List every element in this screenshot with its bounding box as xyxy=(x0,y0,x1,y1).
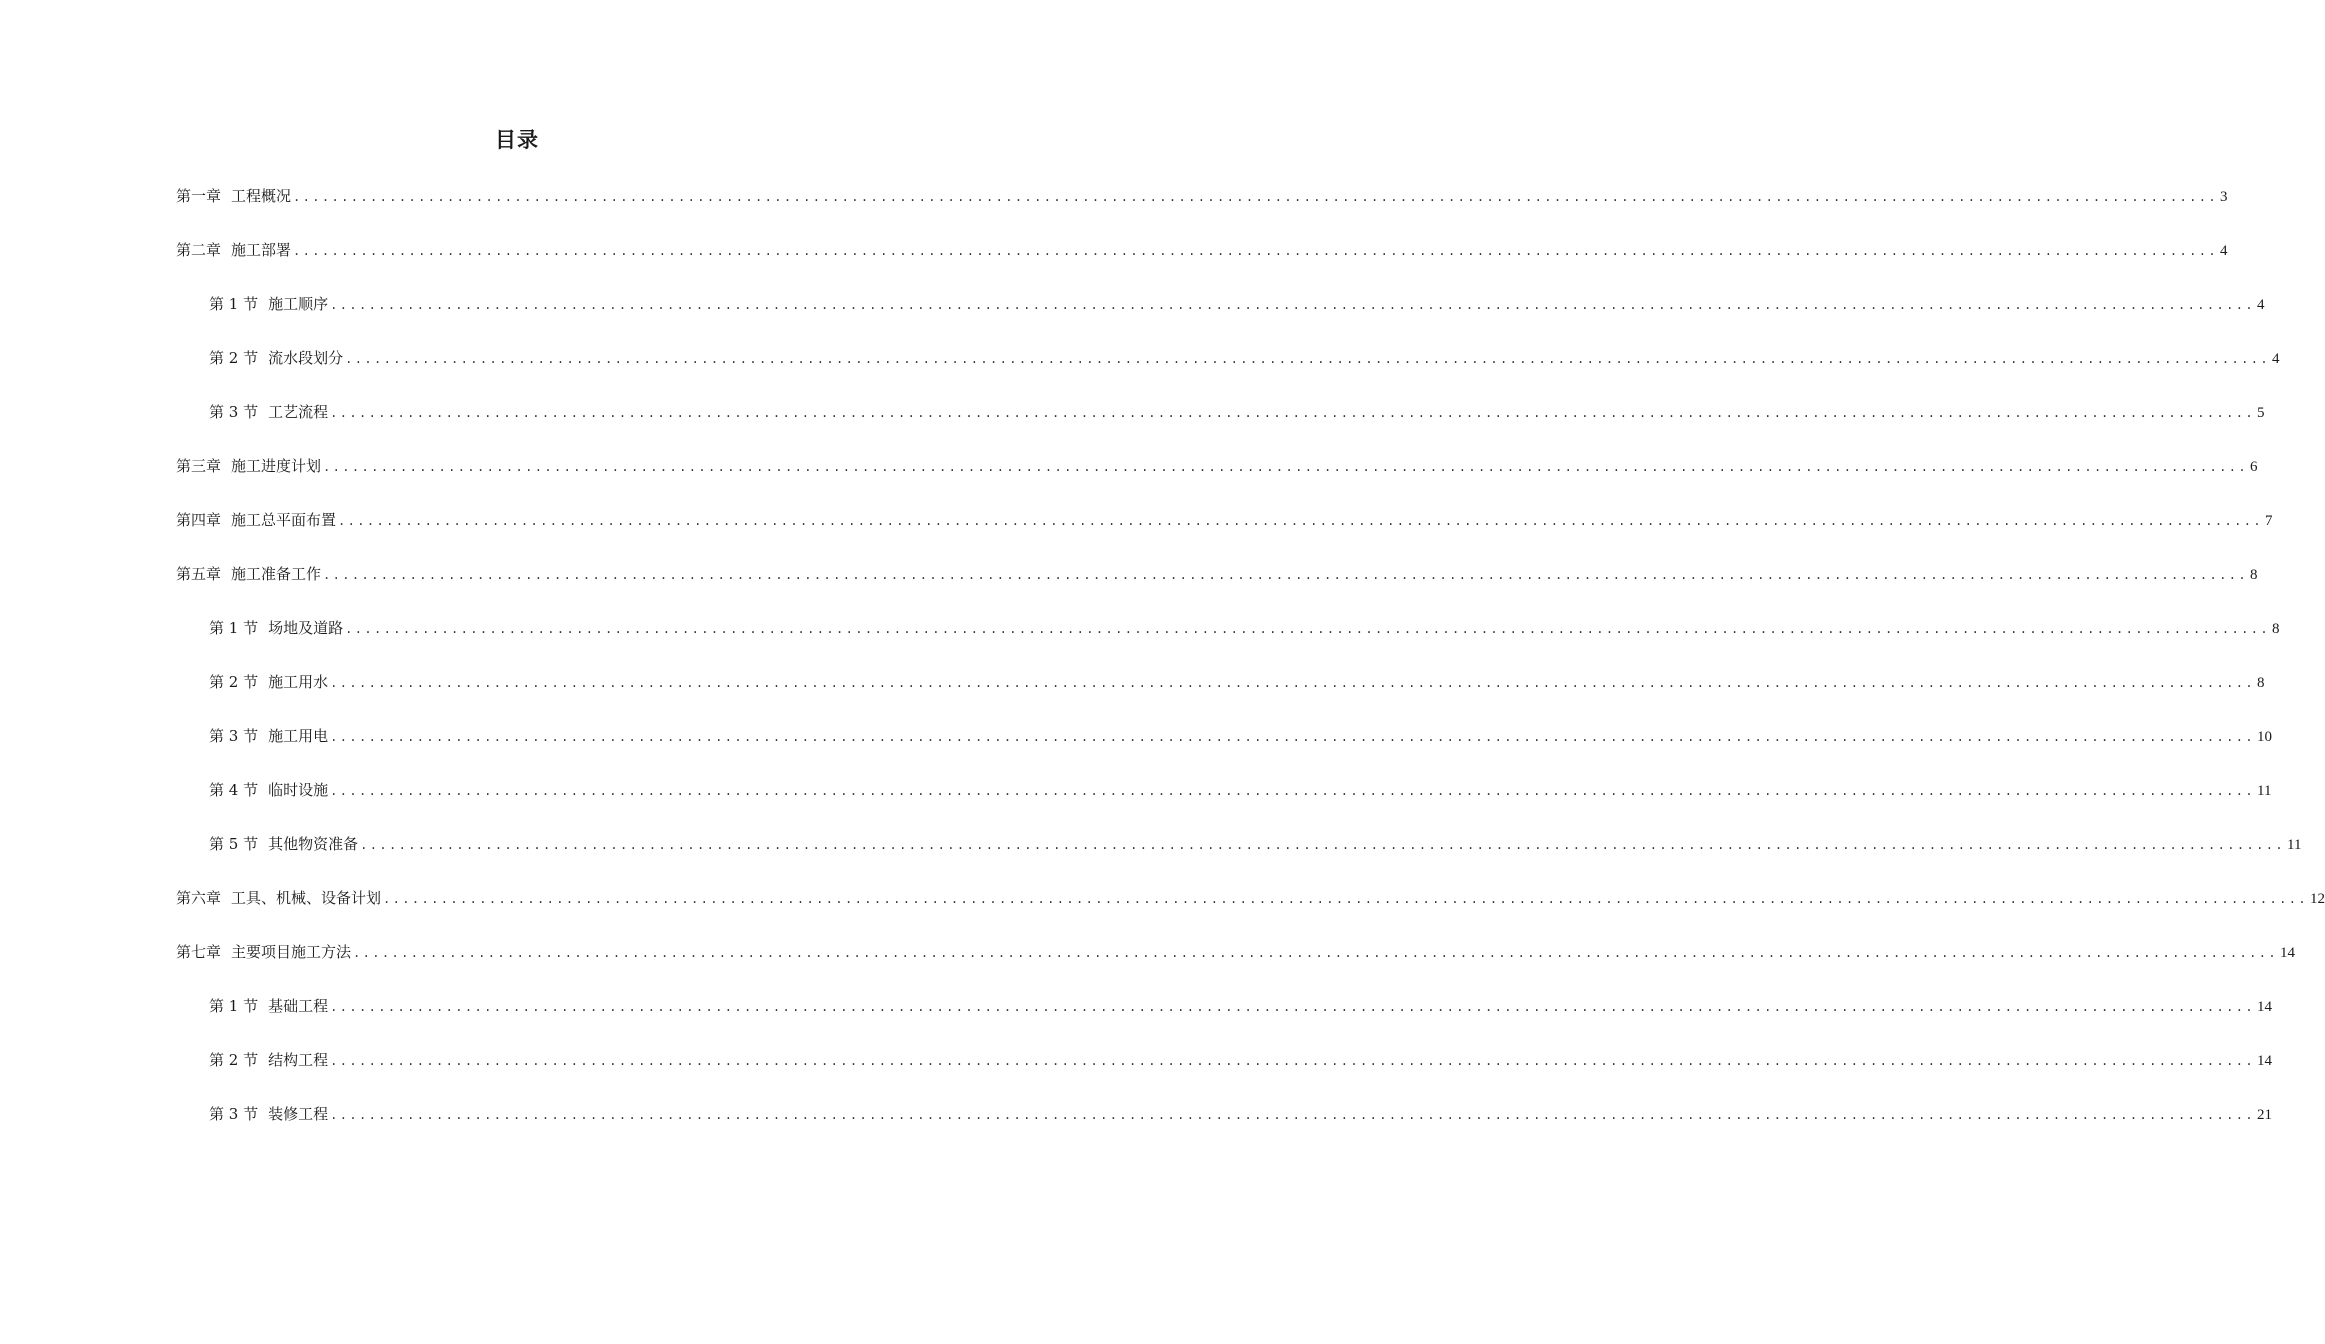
toc-dot-leader: ........................................................................................................................................................................................................ xyxy=(345,352,2271,366)
toc-entry[interactable] xyxy=(176,775,2272,829)
toc-entry[interactable] xyxy=(176,289,2265,343)
toc-dot-leader: ........................................................................................................................................................................................................ xyxy=(360,838,2286,852)
toc-entry-label: 结构工程 xyxy=(268,1051,329,1069)
toc-dot-leader: ........................................................................................................................................................................................................ xyxy=(330,730,2256,744)
toc-entry[interactable] xyxy=(176,1045,2273,1099)
toc-entry-number: 第 3 节 xyxy=(209,403,259,421)
toc-entry-page: 14 xyxy=(2257,999,2273,1015)
toc-entry-label: 工程概况 xyxy=(231,187,292,205)
toc-entry-page: 11 xyxy=(2257,783,2272,799)
toc-entry-page: 5 xyxy=(2257,405,2265,421)
toc-entry-label: 临时设施 xyxy=(268,781,329,799)
toc-entry-page: 14 xyxy=(2279,945,2295,961)
table-of-contents xyxy=(176,181,2325,1153)
toc-entry-number: 第 5 节 xyxy=(209,835,259,853)
toc-entry[interactable] xyxy=(176,613,2280,667)
toc-entry-label: 流水段划分 xyxy=(268,349,344,367)
toc-entry-label: 施工进度计划 xyxy=(231,457,322,475)
toc-entry[interactable] xyxy=(176,235,2228,289)
toc-entry[interactable] xyxy=(176,721,2273,775)
toc-entry[interactable] xyxy=(176,937,2295,991)
toc-dot-leader: ........................................................................................................................................................................................................ xyxy=(383,892,2308,906)
toc-entry-number: 第 1 节 xyxy=(209,997,259,1015)
toc-entry-label: 场地及道路 xyxy=(268,619,344,637)
toc-title: 目录 xyxy=(495,128,539,152)
toc-dot-leader: ........................................................................................................................................................................................................ xyxy=(338,514,2263,528)
toc-entry[interactable] xyxy=(176,991,2273,1045)
toc-entry-label: 工具、机械、设备计划 xyxy=(231,889,382,907)
toc-entry[interactable] xyxy=(176,343,2280,397)
toc-dot-leader: ........................................................................................................................................................................................................ xyxy=(293,244,2218,258)
toc-entry[interactable] xyxy=(176,505,2273,559)
toc-entry-number: 第二章 xyxy=(176,241,222,259)
toc-entry[interactable] xyxy=(176,1099,2273,1153)
toc-entry-number: 第 2 节 xyxy=(209,349,259,367)
toc-dot-leader: ........................................................................................................................................................................................................ xyxy=(323,460,2248,474)
toc-dot-leader: ........................................................................................................................................................................................................ xyxy=(330,1054,2256,1068)
toc-entry-page: 8 xyxy=(2257,675,2265,691)
toc-entry-number: 第 1 节 xyxy=(209,619,259,637)
toc-entry-label: 装修工程 xyxy=(268,1105,329,1123)
toc-dot-leader: ........................................................................................................................................................................................................ xyxy=(293,190,2218,204)
toc-entry-page: 8 xyxy=(2272,621,2280,637)
toc-entry-number: 第 1 节 xyxy=(209,295,259,313)
toc-dot-leader: ........................................................................................................................................................................................................ xyxy=(353,946,2278,960)
toc-entry-page: 3 xyxy=(2219,189,2228,205)
toc-entry-label: 施工部署 xyxy=(231,241,292,259)
toc-dot-leader: ........................................................................................................................................................................................................ xyxy=(330,784,2256,798)
toc-entry-page: 11 xyxy=(2287,837,2302,853)
toc-entry-label: 工艺流程 xyxy=(268,403,329,421)
toc-entry-label: 基础工程 xyxy=(268,997,329,1015)
toc-entry[interactable] xyxy=(176,559,2258,613)
toc-entry-page: 12 xyxy=(2309,891,2325,907)
toc-entry-number: 第三章 xyxy=(176,457,222,475)
toc-entry-label: 施工顺序 xyxy=(268,295,329,313)
toc-entry-number: 第 2 节 xyxy=(209,1051,259,1069)
toc-entry-page: 4 xyxy=(2219,243,2228,259)
toc-entry-label: 施工用水 xyxy=(268,673,329,691)
toc-entry[interactable] xyxy=(176,181,2228,235)
toc-entry[interactable] xyxy=(176,451,2258,505)
toc-entry-number: 第 3 节 xyxy=(209,1105,259,1123)
toc-entry-number: 第 4 节 xyxy=(209,781,259,799)
toc-entry[interactable] xyxy=(176,667,2265,721)
toc-entry-page: 4 xyxy=(2272,351,2280,367)
toc-dot-leader: ........................................................................................................................................................................................................ xyxy=(330,406,2256,420)
toc-entry-number: 第六章 xyxy=(176,889,222,907)
toc-entry[interactable] xyxy=(176,397,2265,451)
toc-entry-page: 4 xyxy=(2257,297,2265,313)
toc-entry-number: 第一章 xyxy=(176,187,222,205)
toc-dot-leader: ........................................................................................................................................................................................................ xyxy=(330,1108,2256,1122)
toc-entry[interactable] xyxy=(176,829,2302,883)
toc-entry-number: 第 2 节 xyxy=(209,673,259,691)
toc-entry-label: 施工总平面布置 xyxy=(231,511,337,529)
toc-entry-number: 第七章 xyxy=(176,943,222,961)
toc-entry-page: 21 xyxy=(2257,1107,2273,1123)
toc-entry[interactable] xyxy=(176,883,2325,937)
toc-entry-page: 7 xyxy=(2264,513,2273,529)
toc-dot-leader: ........................................................................................................................................................................................................ xyxy=(330,676,2256,690)
toc-entry-number: 第四章 xyxy=(176,511,222,529)
toc-entry-label: 施工准备工作 xyxy=(231,565,322,583)
toc-entry-page: 10 xyxy=(2257,729,2273,745)
toc-dot-leader: ........................................................................................................................................................................................................ xyxy=(323,568,2248,582)
toc-entry-page: 6 xyxy=(2249,459,2258,475)
toc-dot-leader: ........................................................................................................................................................................................................ xyxy=(345,622,2271,636)
toc-entry-label: 施工用电 xyxy=(268,727,329,745)
toc-entry-page: 14 xyxy=(2257,1053,2273,1069)
toc-entry-number: 第五章 xyxy=(176,565,222,583)
toc-dot-leader: ........................................................................................................................................................................................................ xyxy=(330,1000,2256,1014)
toc-entry-page: 8 xyxy=(2249,567,2258,583)
toc-entry-label: 其他物资准备 xyxy=(268,835,359,853)
toc-entry-label: 主要项目施工方法 xyxy=(231,943,352,961)
toc-dot-leader: ........................................................................................................................................................................................................ xyxy=(330,298,2256,312)
toc-entry-number: 第 3 节 xyxy=(209,727,259,745)
